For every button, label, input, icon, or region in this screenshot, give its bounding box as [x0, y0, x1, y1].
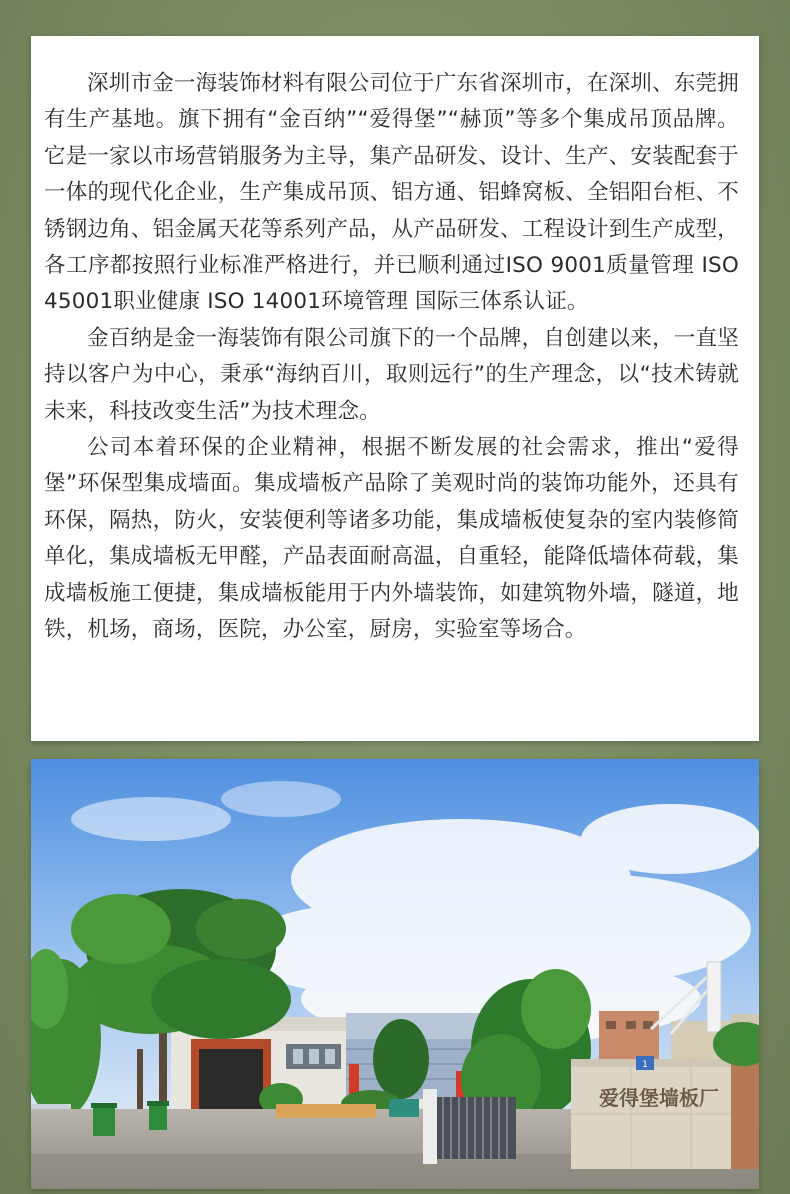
intro-paragraph: 公司本着环保的企业精神，根据不断发展的社会需求，推出“爱得堡”环保型集成墙面。集成墙板产品除了美观时尚的装饰功能外，还具有环保，隔热，防火，安装便利等诸多功能，集成墙板使复杂的室内装修简单化，集成墙板无甲醛，产品表面耐高温，自重轻，能降低墙体荷载，集成墙板施工便捷，集成墙板能用于内外墙装饰，如建筑物外墙，隧道，地铁，机场，商场，医院，办公室，厨房，实验室等场合。	[44, 435, 739, 643]
sliding-gate	[423, 1089, 516, 1164]
factory-photo	[31, 759, 759, 1189]
intro-paragraph: 深圳市金一海装饰材料有限公司位于广东省深圳市，在深圳、东莞拥有生产基地。旗下拥有“金百纳”“爱得堡”“赫顶”等多个集成吊顶品牌。它是一家以市场营销服务为主导，集产品研发、设计、生产、安装配套于一体的现代化企业，生产集成吊顶、铝方通、铝蜂窝板、全铝阳台柜、不锈钢边角、铝金属天花等系列产品，从产品研发、工程设计到生产成型，各工序都按照行业标准严格进行，并已顺利通过ISO 9001质量管理 ISO 45001职业健康 ISO 14001环境管理 国际三体系认证。	[44, 71, 739, 315]
tarp	[389, 1099, 419, 1117]
factory-sign-text: 爱得堡墙板厂	[599, 1086, 719, 1110]
trash-bin	[93, 1106, 115, 1136]
company-intro-card	[31, 36, 759, 741]
gate-number: 1	[642, 1060, 648, 1070]
materials-pile	[276, 1104, 376, 1118]
intro-paragraph: 金百纳是金一海装饰有限公司旗下的一个品牌，自创建以来，一直坚持以客户为中心，秉承“海纳百川，取则远行”的生产理念，以“技术铸就未来，科技改变生活”为技术理念。	[44, 325, 739, 424]
trash-bin	[149, 1104, 167, 1130]
gate-sign-wall	[571, 1056, 759, 1169]
